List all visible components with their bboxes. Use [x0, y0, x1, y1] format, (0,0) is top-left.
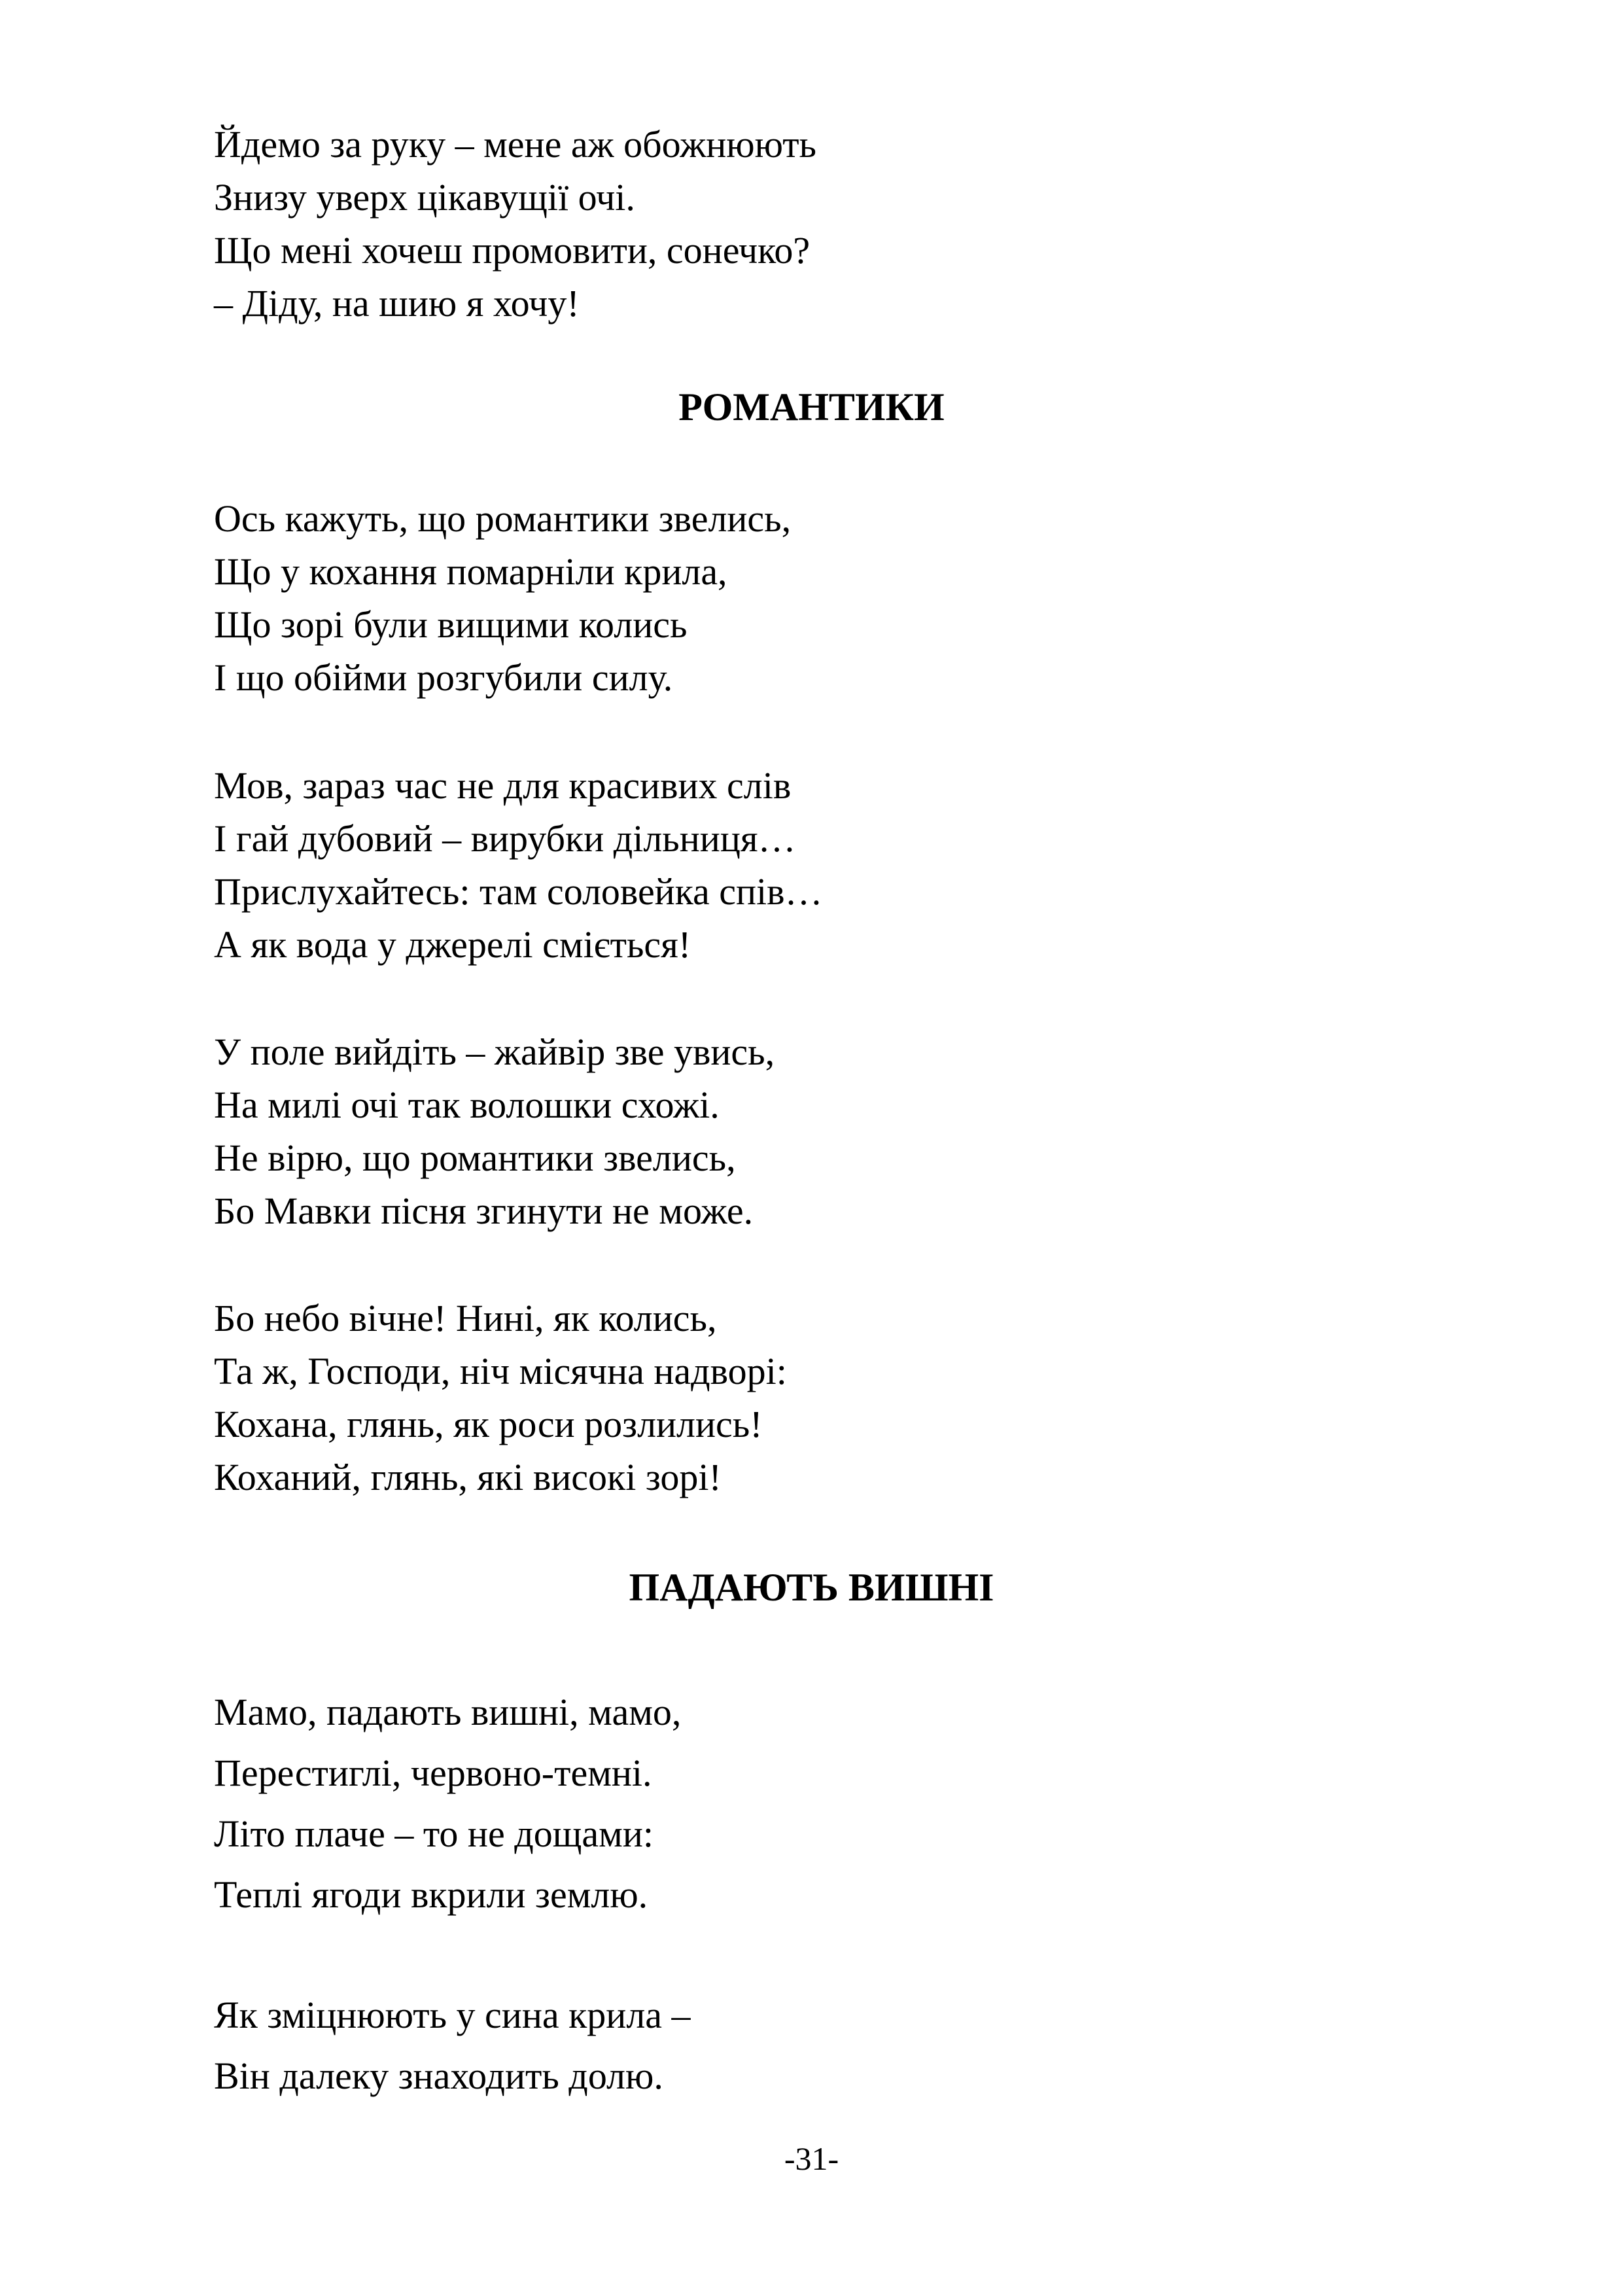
- poem-line: Мамо, падають вишні, мамо,: [214, 1691, 682, 1733]
- poem-line: Теплі ягоди вкрили землю.: [214, 1873, 648, 1916]
- poem-title-romantyky: РОМАНТИКИ: [678, 385, 945, 429]
- poem-line: Що у кохання помарніли крила,: [214, 550, 727, 593]
- poem-line: Він далеку знаходить долю.: [214, 2055, 663, 2097]
- poem-line: Що зорі були вищими колись: [214, 603, 688, 646]
- poem-line: Кохана, глянь, як роси розлились!: [214, 1403, 763, 1445]
- poem-line: Ось кажуть, що романтики звелись,: [214, 497, 792, 540]
- poem-line: Прислухайтесь: там соловейка спів…: [214, 870, 823, 913]
- stanza-padayut-vyshni-2: [214, 1985, 1457, 2106]
- poem-line: У поле вийдіть – жайвір зве увись,: [214, 1031, 775, 1073]
- poem-line: Не вірю, що романтики звелись,: [214, 1137, 736, 1179]
- stanza-padayut-vyshni-1: [214, 1682, 1457, 1925]
- stanza-romantyky-4: [214, 1292, 1457, 1504]
- poem-title-padayut-vyshni: ПАДАЮТЬ ВИШНІ: [629, 1566, 994, 1609]
- poem-line: Та ж, Господи, ніч місячна надворі:: [214, 1350, 787, 1392]
- poem-line: А як вода у джерелі сміється!: [214, 923, 691, 966]
- stanza-romantyky-2: [214, 759, 1457, 971]
- poem-line: Йдемо за руку – мене аж обожнюють: [214, 123, 817, 166]
- poem-line: Знизу уверх цікавущії очі.: [214, 176, 635, 219]
- poem-line: Бо небо вічне! Нині, як колись,: [214, 1297, 717, 1339]
- stanza-previous-poem-ending: [214, 118, 1457, 330]
- poem-line: Мов, зараз час не для красивих слів: [214, 764, 792, 807]
- stanza-romantyky-1: [214, 492, 1457, 704]
- page-number: -31-: [784, 2140, 839, 2177]
- poem-line: На милі очі так волошки схожі.: [214, 1084, 720, 1126]
- poem-line: Коханий, глянь, які високі зорі!: [214, 1456, 722, 1498]
- poem-line: – Діду, на шию я хочу!: [214, 282, 580, 325]
- poem-line: Як зміцнюють у сина крила –: [214, 1994, 691, 2036]
- poem-line: Літо плаче – то не дощами:: [214, 1812, 654, 1855]
- poem-line: Бо Мавки пісня згинути не може.: [214, 1190, 754, 1232]
- poem-line: Що мені хочеш промовити, сонечко?: [214, 229, 811, 272]
- poem-line: І що обійми розгубили силу.: [214, 656, 673, 699]
- poem-line: Перестиглі, червоно-темні.: [214, 1752, 652, 1794]
- stanza-romantyky-3: [214, 1025, 1457, 1237]
- poem-line: І гай дубовий – вирубки дільниця…: [214, 817, 796, 860]
